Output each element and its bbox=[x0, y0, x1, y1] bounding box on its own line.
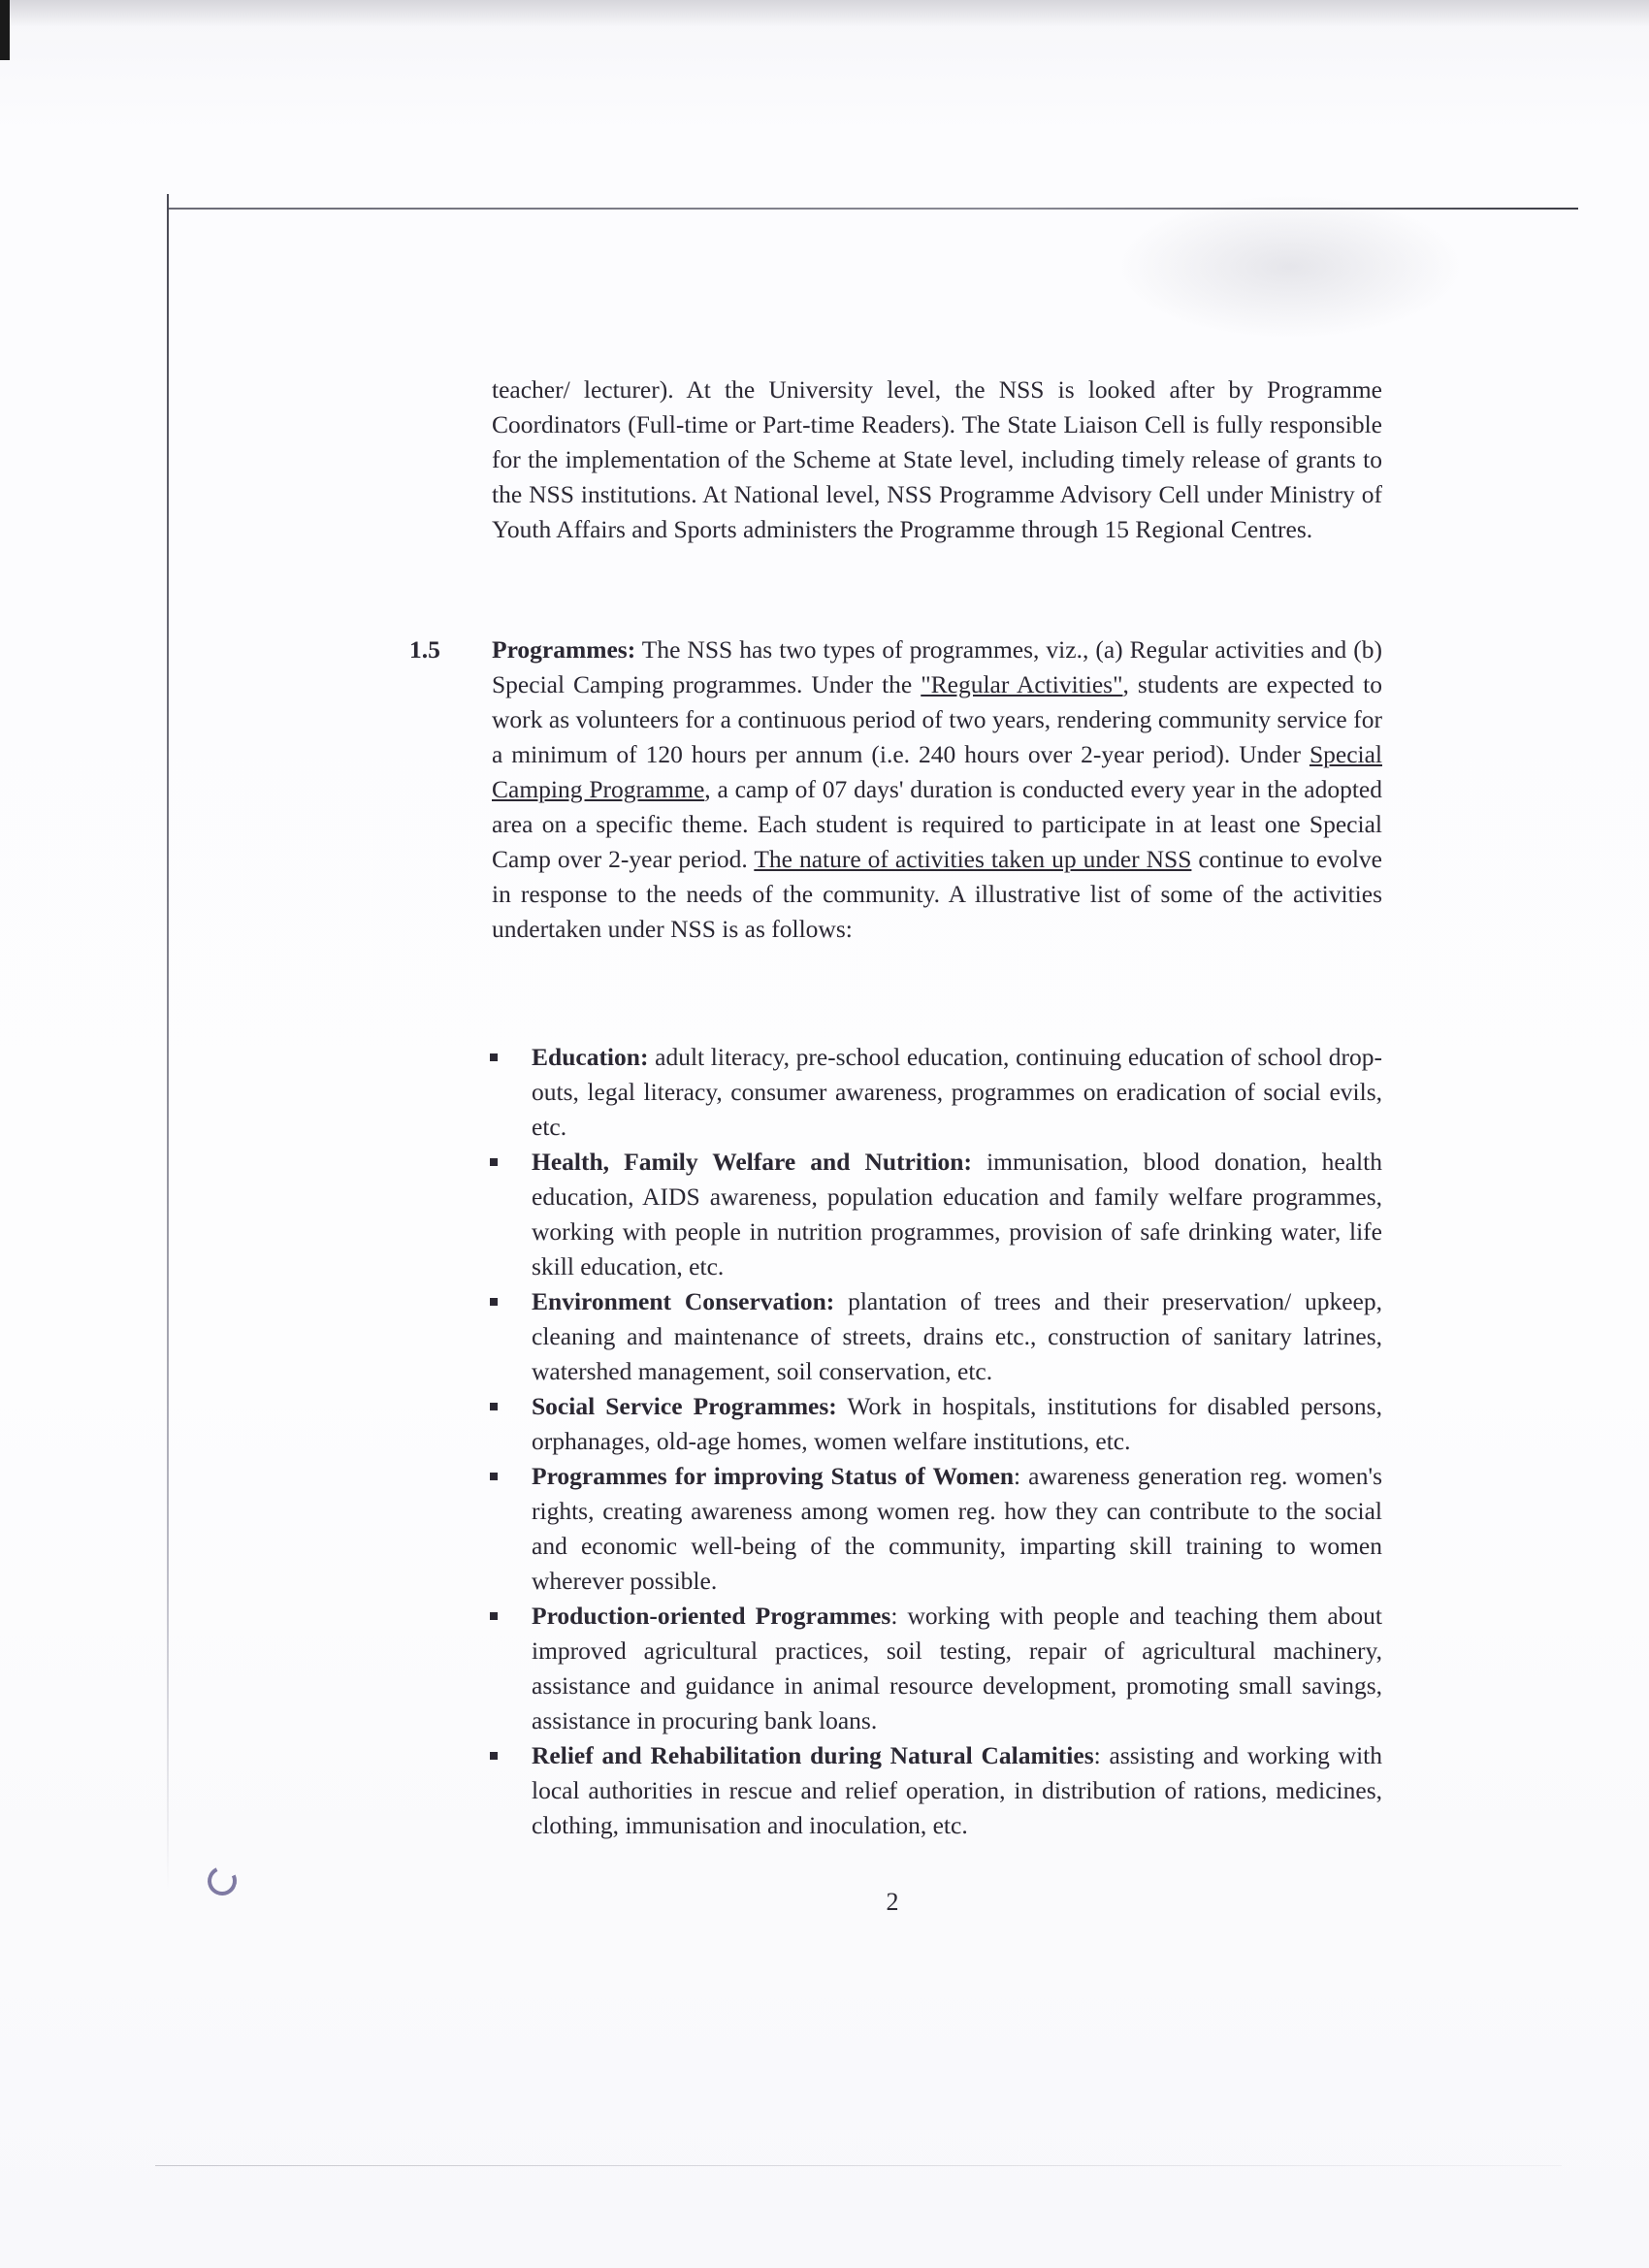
bullet-icon bbox=[490, 1298, 498, 1306]
activity-title: Environment Conservation: bbox=[532, 1287, 835, 1315]
section-number: 1.5 bbox=[409, 635, 440, 664]
bullet-icon bbox=[490, 1158, 498, 1166]
bullet-icon bbox=[490, 1473, 498, 1480]
activities-list bbox=[532, 1040, 1382, 1843]
page-left-rule bbox=[167, 194, 169, 1892]
page-top-rule bbox=[167, 208, 1578, 210]
activity-text: immunisation, blood donation, health education, AIDS awareness, population education and family welfare programmes, working with people in nutrition programmes, provision of safe drinking water, life skill education, etc. bbox=[532, 1148, 1382, 1280]
list-item bbox=[532, 1284, 1382, 1389]
activity-text: : awareness generation reg. women's rights, creating awareness among women reg. how they can contribute to the social and economic well-being of the community, imparting skill training to women wherever possible. bbox=[532, 1462, 1382, 1595]
list-item bbox=[532, 1389, 1382, 1459]
programmes-text-1: The NSS has two types of programmes, viz., (a) Regular activities and (b) Special Camping programmes. Under the bbox=[492, 635, 1382, 698]
special-camping-term: Special Camping Programme bbox=[492, 740, 1382, 803]
bullet-icon bbox=[490, 1403, 498, 1410]
programmes-text-3: , a camp of 07 days' duration is conducted every year in the adopted area on a specific theme. Each student is required to participate in at least one Special Camp over 2-year period. bbox=[492, 775, 1383, 873]
activity-title: Relief and Rehabilitation during Natural Calamities bbox=[532, 1741, 1094, 1769]
bullet-icon bbox=[490, 1053, 498, 1061]
programmes-text-4: continue to evolve in response to the needs of the community. A illustrative list of some of the activities undertaken under NSS is as follows: bbox=[492, 845, 1382, 943]
activity-title: Education: bbox=[532, 1043, 649, 1071]
activity-text: : working with people and teaching them about improved agricultural practices, soil testing, repair of agricultural machinery, assistance and guidance in animal resource development, promoting small savings, assistance in procuring bank loans. bbox=[532, 1602, 1382, 1734]
activity-title: Health, Family Welfare and Nutrition: bbox=[532, 1148, 972, 1176]
intro-paragraph: teacher/ lecturer). At the University level, the NSS is looked after by Programme Coordinators (Full-time or Part-time Readers). The State Liaison Cell is fully responsible for the implementation of the Scheme at State level, including timely release of grants to the NSS institutions. At National level, NSS Programme Advisory Cell under Ministry of Youth Affairs and Sports administers the Programme through 15 Regional Centres. bbox=[492, 375, 1382, 543]
scan-smudge bbox=[1116, 194, 1465, 340]
bullet-icon bbox=[490, 1752, 498, 1760]
activity-text: plantation of trees and their preservation/ upkeep, cleaning and maintenance of streets, drains etc., construction of sanitary latrines, watershed management, soil conservation, etc. bbox=[532, 1287, 1382, 1385]
regular-activities-term: "Regular Activities" bbox=[921, 670, 1123, 698]
activity-title: Social Service Programmes: bbox=[532, 1392, 837, 1420]
activity-text: Work in hospitals, institutions for disabled persons, orphanages, old-age homes, women welfare institutions, etc. bbox=[532, 1392, 1382, 1455]
scan-top-shadow bbox=[0, 0, 1649, 27]
page-number: 2 bbox=[886, 1888, 899, 1916]
activity-title: Programmes for improving Status of Women bbox=[532, 1462, 1015, 1490]
list-item bbox=[532, 1145, 1382, 1284]
activity-title: Production-oriented Programmes bbox=[532, 1602, 891, 1630]
page-bottom-rule bbox=[155, 2165, 1562, 2166]
programmes-text-2: , students are expected to work as volunteers for a continuous period of two years, rendering community service for a minimum of 120 hours per annum (i.e. 240 hours over 2-year period). Under bbox=[492, 670, 1383, 768]
binder-ring-mark bbox=[204, 1863, 241, 1899]
section-heading: Programmes: bbox=[492, 635, 636, 664]
scan-corner-mark bbox=[0, 0, 10, 60]
list-item bbox=[532, 1738, 1382, 1843]
activity-text: : assisting and working with local authorities in rescue and relief operation, in distribution of rations, medicines, clothing, immunisation and inoculation, etc. bbox=[532, 1741, 1383, 1839]
list-item bbox=[532, 1599, 1382, 1738]
programmes-paragraph bbox=[492, 632, 1382, 947]
nature-of-activities-term: The nature of activities taken up under NSS bbox=[754, 845, 1192, 873]
list-item bbox=[532, 1459, 1382, 1599]
bullet-icon bbox=[490, 1612, 498, 1620]
activity-text: adult literacy, pre-school education, continuing education of school drop-outs, legal literacy, consumer awareness, programmes on eradication of social evils, etc. bbox=[532, 1043, 1382, 1141]
list-item bbox=[532, 1040, 1382, 1145]
